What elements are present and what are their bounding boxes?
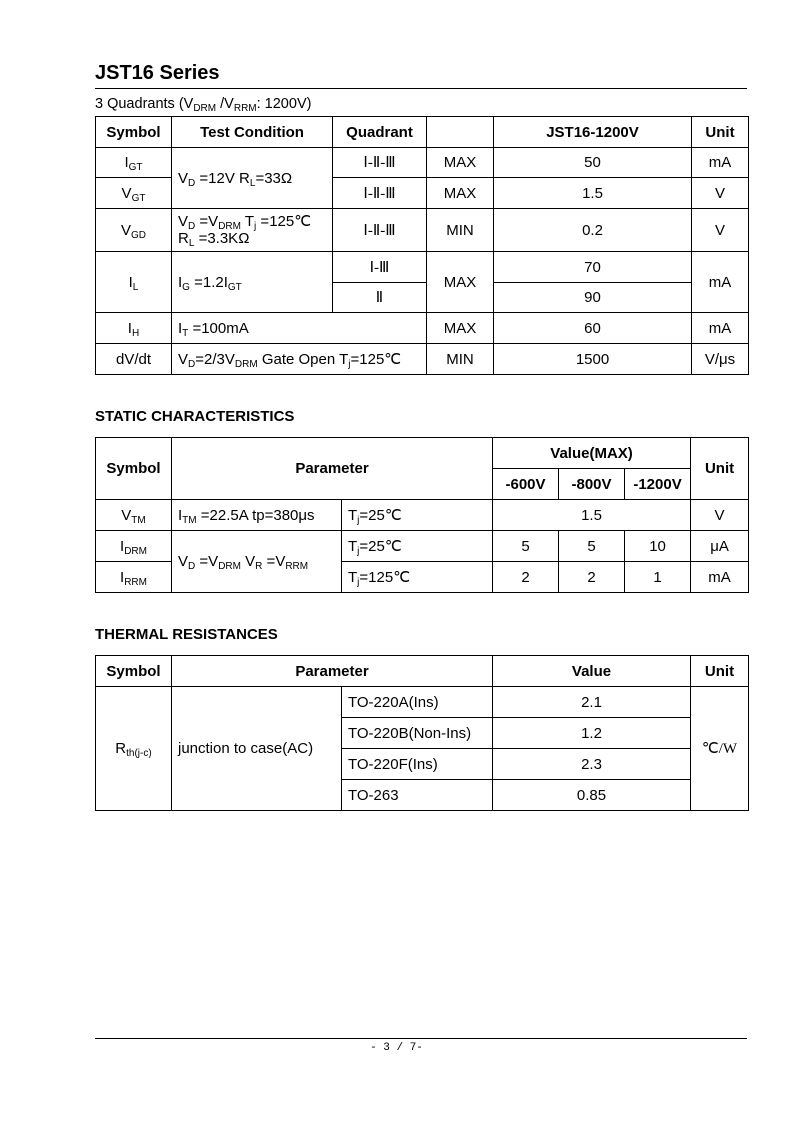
title-divider (95, 88, 747, 89)
condition-it: $I_T =100mA$ (172, 313, 427, 344)
condition-dvdt: $V_D=2/3V_{DRM}$ Gate Open $T_j=125℃$ (172, 344, 427, 375)
header-symbol: Symbol (96, 438, 172, 500)
condition-vd-12v: $V_D =12V$ $R_L=33\Omega$ (172, 148, 333, 209)
footer-divider (95, 1038, 747, 1039)
header-quadrant: Quadrant (333, 117, 427, 148)
quadrant-cell: Ⅰ-Ⅲ (333, 252, 427, 283)
condition-vgd: $V_D =V_{DRM}$ $T_j$ =125℃ $R_L =3.3K\Omega$ (172, 209, 333, 252)
header-parameter: Parameter (172, 656, 493, 687)
header-unit: Unit (691, 656, 749, 687)
minmax-cell: MIN (427, 209, 494, 252)
header-value: Value (493, 656, 691, 687)
value-cell: 1.2 (493, 718, 691, 749)
unit-cell: mA (691, 562, 749, 593)
static-table (95, 437, 749, 593)
quadrant-cell: Ⅰ-Ⅱ-Ⅲ (333, 178, 427, 209)
table-row (96, 252, 749, 283)
header-600v: -600V (493, 469, 559, 500)
minmax-cell: MAX (427, 313, 494, 344)
header-parameter: Parameter (172, 438, 493, 500)
unit-cell: V (692, 209, 749, 252)
table-row (96, 209, 749, 252)
header-unit: Unit (691, 438, 749, 500)
symbol-il: $I_L$ (96, 252, 172, 313)
symbol-ih: $I_H$ (96, 313, 172, 344)
value-cell: 1 (625, 562, 691, 593)
header-blank (427, 117, 494, 148)
symbol-vgt: $V_{GT}$ (96, 178, 172, 209)
table-row (96, 687, 749, 718)
minmax-cell: MAX (427, 178, 494, 209)
condition-vd-vr: $V_D =V_{DRM}$ $V_R =V_{RRM}$ (172, 531, 342, 593)
table-row (96, 148, 749, 178)
header-unit: Unit (692, 117, 749, 148)
symbol-vgd: $V_{GD}$ (96, 209, 172, 252)
minmax-cell: MIN (427, 344, 494, 375)
table-row (96, 500, 749, 531)
header-symbol: Symbol (96, 117, 172, 148)
table-row (96, 344, 749, 375)
symbol-irrm: $I_{RRM}$ (96, 562, 172, 593)
quadrant-cell: Ⅰ-Ⅱ-Ⅲ (333, 209, 427, 252)
value-cell: 60 (494, 313, 692, 344)
thermal-parameter: junction to case(AC) (172, 687, 342, 811)
package-cell: TO-220B(Non-Ins) (342, 718, 493, 749)
unit-cell: V (691, 500, 749, 531)
header-1200v: -1200V (625, 469, 691, 500)
value-cell: 90 (494, 283, 692, 313)
quadrant-table (95, 116, 749, 375)
quadrant-cell: Ⅱ (333, 283, 427, 313)
thermal-heading: THERMAL RESISTANCES (95, 626, 278, 643)
header-part-number: JST16-1200V (494, 117, 692, 148)
value-cell: 5 (493, 531, 559, 562)
quadrant-cell: Ⅰ-Ⅱ-Ⅲ (333, 148, 427, 178)
condition-ig: $I_G =1.2I_{GT}$ (172, 252, 333, 313)
value-cell: 1500 (494, 344, 692, 375)
symbol-rth: $R_{th(j-c)}$ (96, 687, 172, 811)
value-cell: 0.2 (494, 209, 692, 252)
unit-cell: V (692, 178, 749, 209)
unit-cell: μA (691, 531, 749, 562)
value-cell: 5 (559, 531, 625, 562)
header-800v: -800V (559, 469, 625, 500)
package-cell: TO-263 (342, 780, 493, 811)
table-row (96, 313, 749, 344)
minmax-cell: MAX (427, 252, 494, 313)
condition-itm: $I_{TM} =22.5A$ tp=380μs (172, 500, 342, 531)
symbol-dvdt: dV/dt (96, 344, 172, 375)
symbol-idrm: $I_{DRM}$ (96, 531, 172, 562)
header-value-max: Value(MAX) (493, 438, 691, 469)
minmax-cell: MAX (427, 148, 494, 178)
temperature-cell: $T_j=125℃$ (342, 562, 493, 593)
unit-cell: V/μs (692, 344, 749, 375)
page-number: - 3 / 7- (370, 1042, 423, 1054)
value-cell: 2 (493, 562, 559, 593)
page-title: JST16 Series (95, 62, 220, 84)
thermal-unit: ℃/W (691, 687, 749, 811)
symbol-vtm: $V_{TM}$ (96, 500, 172, 531)
unit-cell: mA (692, 148, 749, 178)
package-cell: TO-220A(Ins) (342, 687, 493, 718)
value-cell: 50 (494, 148, 692, 178)
value-cell: 1.5 (493, 500, 691, 531)
unit-cell: mA (692, 313, 749, 344)
value-cell: 1.5 (494, 178, 692, 209)
temperature-cell: $T_j=25℃$ (342, 531, 493, 562)
package-cell: TO-220F(Ins) (342, 749, 493, 780)
unit-cell: mA (692, 252, 749, 313)
static-heading: STATIC CHARACTERISTICS (95, 408, 295, 425)
value-cell: 2 (559, 562, 625, 593)
header-test-condition: Test Condition (172, 117, 333, 148)
value-cell: 2.1 (493, 687, 691, 718)
value-cell: 70 (494, 252, 692, 283)
quadrants-caption: 3 Quadrants ($V_{DRM}$ $/V_{RRM}$: 1200V) (95, 96, 312, 114)
header-symbol: Symbol (96, 656, 172, 687)
thermal-table (95, 655, 749, 811)
temperature-cell: $T_j=25℃$ (342, 500, 493, 531)
value-cell: 2.3 (493, 749, 691, 780)
value-cell: 10 (625, 531, 691, 562)
symbol-igt: $I_{GT}$ (96, 148, 172, 178)
table-row (96, 531, 749, 562)
value-cell: 0.85 (493, 780, 691, 811)
